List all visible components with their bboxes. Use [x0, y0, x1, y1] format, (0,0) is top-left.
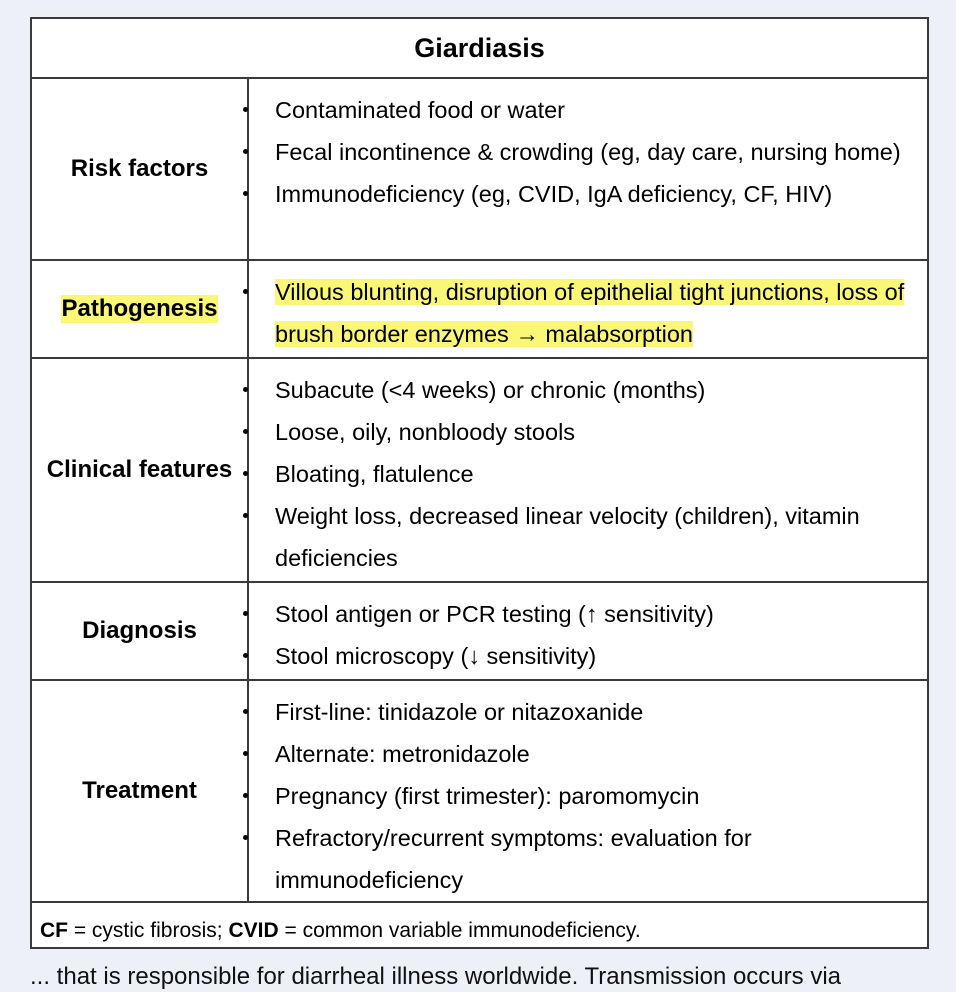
bullet-icon: [243, 653, 248, 658]
bullet-icon: [243, 471, 248, 476]
bullet-list: [249, 593, 909, 677]
row-items: [249, 359, 927, 581]
bullet-icon: [243, 149, 248, 154]
footnote-text-cf: = cystic fibrosis;: [68, 919, 229, 942]
bullet-list: [249, 271, 909, 355]
list-item: Immunodeficiency (eg, CVID, IgA deficiency, CF, HIV): [249, 173, 909, 215]
giardiasis-table: [30, 17, 929, 949]
cut-off-body-text: ... that is responsible for diarrheal illness worldwide. Transmission occurs via: [30, 963, 841, 990]
bullet-list: [249, 89, 909, 215]
row-label: Clinical features: [32, 359, 249, 581]
bullet-icon: [243, 835, 248, 840]
list-item: Alternate: metronidazole: [249, 733, 909, 775]
list-item: Bloating, flatulence: [249, 453, 909, 495]
list-item: Stool antigen or PCR testing (↑ sensitivity): [249, 593, 909, 635]
list-item: First-line: tinidazole or nitazoxanide: [249, 691, 909, 733]
row-items: [249, 79, 927, 259]
bullet-icon: [243, 611, 248, 616]
list-item: Loose, oily, nonbloody stools: [249, 411, 909, 453]
footnote-abbr-cf: CF: [40, 919, 68, 942]
bullet-icon: [243, 429, 248, 434]
row-label: Pathogenesis: [32, 261, 249, 357]
list-item: Subacute (<4 weeks) or chronic (months): [249, 369, 909, 411]
row-label: Diagnosis: [32, 583, 249, 679]
list-item: Refractory/recurrent symptoms: evaluation for immunodeficiency: [249, 817, 909, 901]
bullet-icon: [243, 793, 248, 798]
row-items: [249, 261, 927, 357]
table-row-treatment: [32, 681, 927, 903]
list-item: Contaminated food or water: [249, 89, 909, 131]
list-item: Stool microscopy (↓ sensitivity): [249, 635, 909, 677]
footnote-text-cvid: = common variable immunodeficiency.: [278, 919, 641, 942]
row-items: [249, 681, 927, 901]
footnote-abbr-cvid: CVID: [228, 919, 279, 942]
table-row-pathogenesis: [32, 261, 927, 359]
bullet-list: [249, 369, 909, 579]
bullet-icon: [243, 513, 248, 518]
table-row-diagnosis: [32, 583, 927, 681]
table-row-risk-factors: [32, 79, 927, 261]
list-item: Villous blunting, disruption of epithelial tight junctions, loss of brush border enzymes → malabsorption: [249, 271, 909, 355]
table-title: Giardiasis: [32, 19, 927, 79]
table-row-clinical-features: [32, 359, 927, 583]
row-items: [249, 583, 927, 679]
bullet-icon: [243, 107, 248, 112]
row-label: Risk factors: [32, 79, 249, 259]
list-item: Fecal incontinence & crowding (eg, day care, nursing home): [249, 131, 909, 173]
list-item: Pregnancy (first trimester): paromomycin: [249, 775, 909, 817]
bullet-icon: [243, 709, 248, 714]
list-item: Weight loss, decreased linear velocity (children), vitamin deficiencies: [249, 495, 909, 579]
bullet-icon: [243, 289, 248, 294]
bullet-list: [249, 691, 909, 901]
table-footnote: [32, 903, 927, 959]
row-label: Treatment: [32, 681, 249, 901]
bullet-icon: [243, 387, 248, 392]
bullet-icon: [243, 751, 248, 756]
bullet-icon: [243, 191, 248, 196]
